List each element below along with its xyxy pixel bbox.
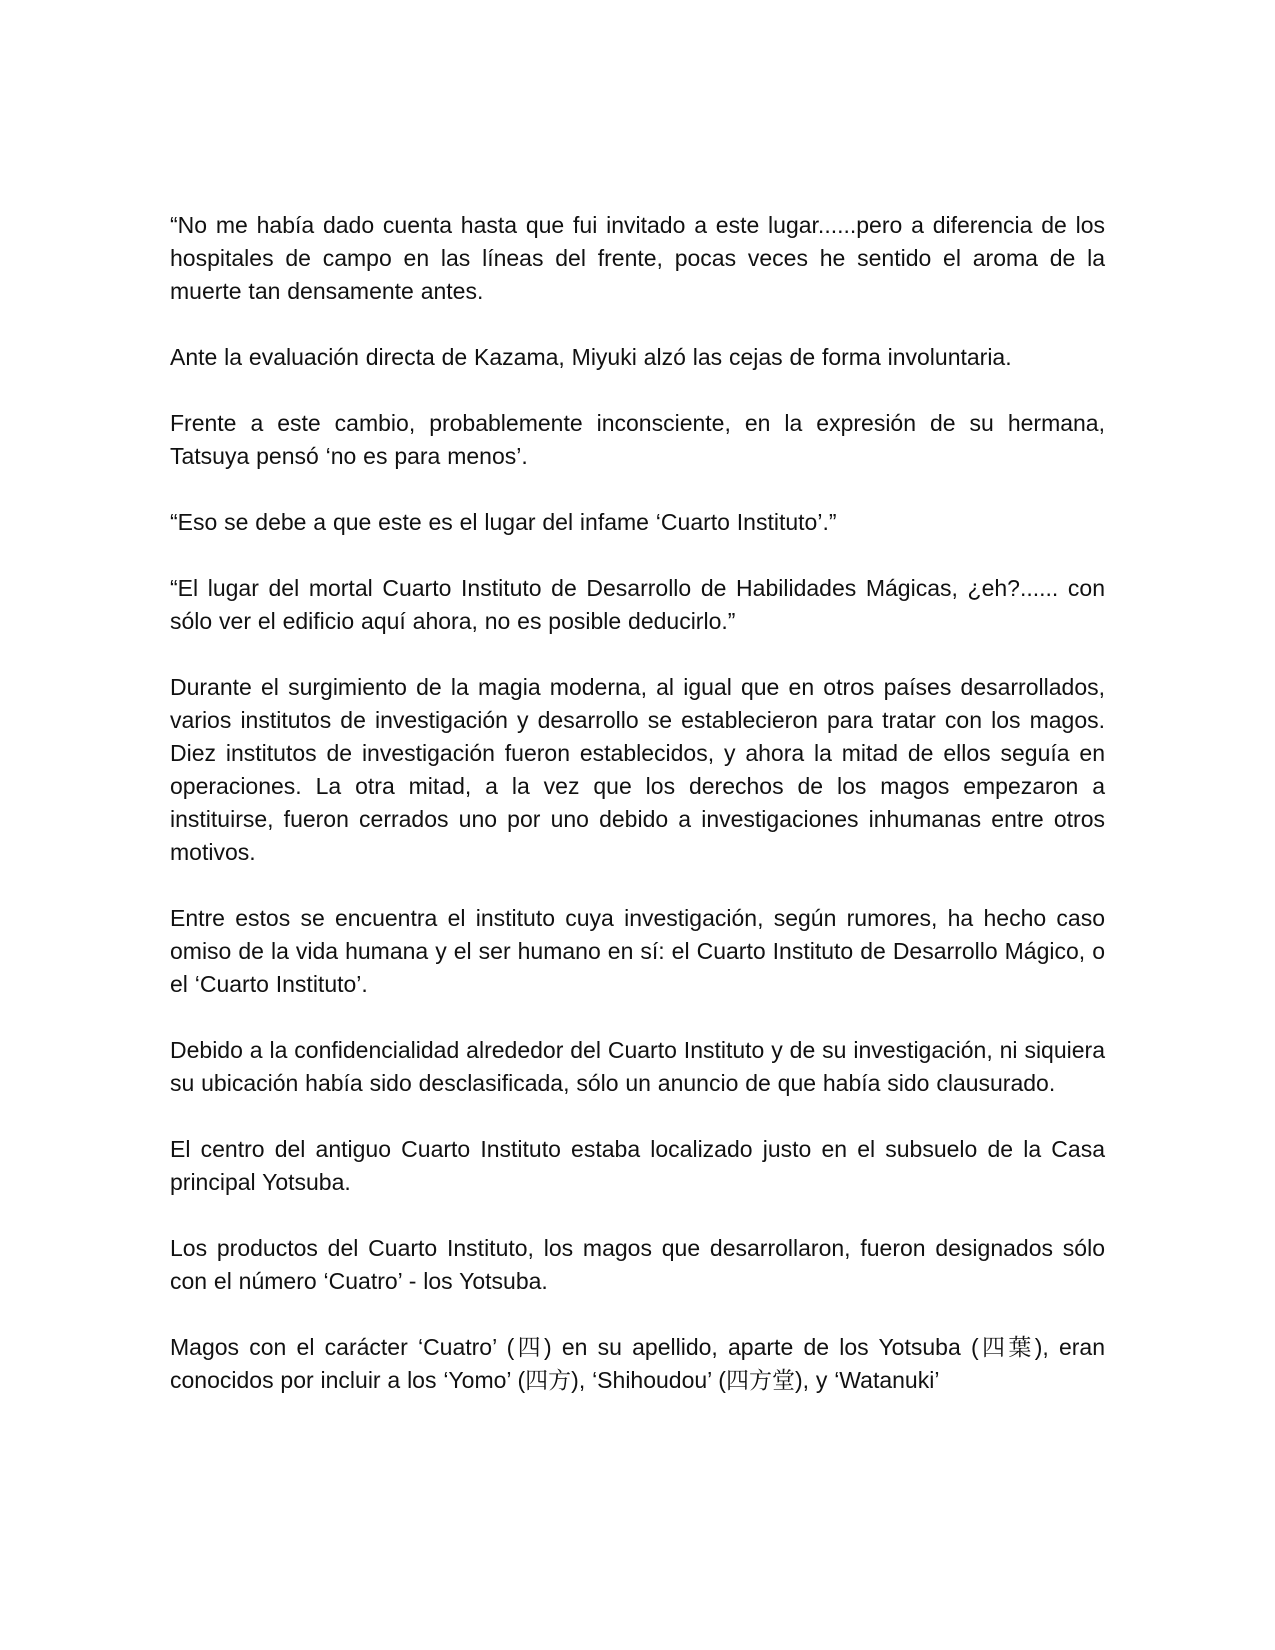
paragraph-1: “No me había dado cuenta hasta que fui invitado a este lugar......pero a diferencia de los hospitales de campo en las líneas del frente, pocas veces he sentido el aroma de la muerte tan densamente antes. [170, 212, 1105, 304]
paragraph-4: “Eso se debe a que este es el lugar del infame ‘Cuarto Instituto’.” [170, 509, 837, 535]
paragraph-5: “El lugar del mortal Cuarto Instituto de Desarrollo de Habilidades Mágicas, ¿eh?...... con sólo ver el edificio aquí ahora, no es posible deducirlo.” [170, 575, 1105, 634]
paragraph-6: Durante el surgimiento de la magia moderna, al igual que en otros países desarrollados, varios institutos de investigación y desarrollo se establecieron para tratar con los magos. Diez institutos de investigación fueron establecidos, y ahora la mitad de ellos seguía en operaciones. La otra mitad, a la vez que los derechos de los magos empezaron a instituirse, fueron cerrados uno por uno debido a investigaciones inhumanas entre otros motivos. [170, 674, 1105, 865]
paragraph-11: Magos con el carácter ‘Cuatro’ (四) en su apellido, aparte de los Yotsuba (四葉), eran conocidos por incluir a los ‘Yomo’ (四方), ‘Shihoudou’ (四方堂), y ‘Watanuki’ [170, 1334, 1105, 1393]
paragraph-10: Los productos del Cuarto Instituto, los magos que desarrollaron, fueron designados sólo con el número ‘Cuatro’ - los Yotsuba. [170, 1235, 1105, 1294]
paragraph-2: Ante la evaluación directa de Kazama, Miyuki alzó las cejas de forma involuntaria. [170, 344, 1012, 370]
paragraph-9: El centro del antiguo Cuarto Instituto estaba localizado justo en el subsuelo de la Casa principal Yotsuba. [170, 1136, 1105, 1195]
paragraph-3: Frente a este cambio, probablemente inconsciente, en la expresión de su hermana, Tatsuya pensó ‘no es para menos’. [170, 410, 1105, 469]
paragraph-8: Debido a la confidencialidad alrededor del Cuarto Instituto y de su investigación, ni siquiera su ubicación había sido desclasificada, sólo un anuncio de que había sido clausurado. [170, 1037, 1105, 1096]
paragraph-7: Entre estos se encuentra el instituto cuya investigación, según rumores, ha hecho caso omiso de la vida humana y el ser humano en sí: el Cuarto Instituto de Desarrollo Mágico, o el ‘Cuarto Instituto’. [170, 905, 1105, 997]
